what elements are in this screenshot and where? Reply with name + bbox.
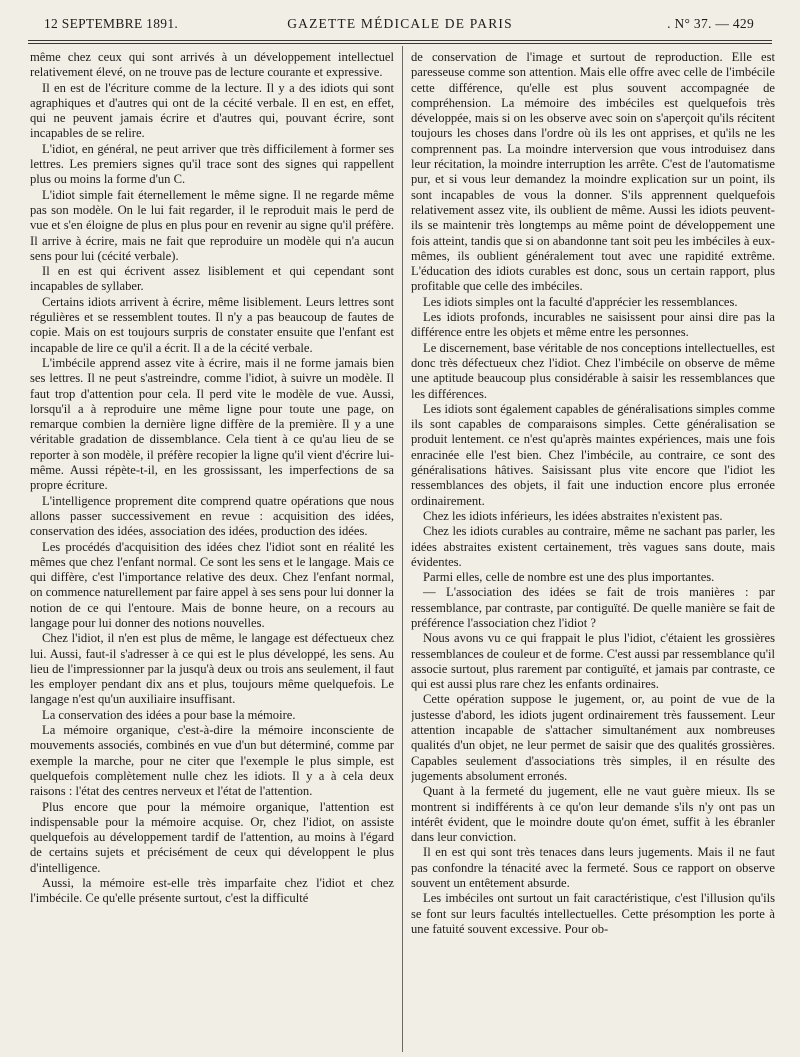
paragraph: Plus encore que pour la mémoire organique, l'attention est indispensable pour la mémoire acquise. Or, chez l'idiot, on assiste quelquefois au développement tardif de l'attention, au moins à l'égard de certains sujets et précisément de ceux qui développent le plus d'intelligence. xyxy=(30,799,394,875)
column-divider xyxy=(402,46,403,1052)
paragraph: Les idiots sont également capables de généralisations simples comme ils sont capables de comparaisons simples. Cette généralisation se produit lentement. ce n'est qu'après maintes expériences, mais une fois enracinée elle l'est bien. Chez l'imbécile, au contraire, ce sont des généralisations hâtives. Saisissant plus vite encore que l'idiot les ressemblances des objets, il fait une induction encore plus erronée ordinairement. xyxy=(411,401,775,508)
paragraph: Quant à la fermeté du jugement, elle ne vaut guère mieux. Ils se montrent si indifférents à ce qu'on leur demande s'ils n'y ont pas un intérêt évident, que le moindre doute qu'on émet, suffit à les ébranler dans leur conviction. xyxy=(411,784,775,845)
paragraph: Chez l'idiot, il n'en est plus de même, le langage est défectueux chez lui. Aussi, faut-il s'adresser à ce qui est le plus développé, les sens. Au lieu de l'impressionner par la jusqu'à deux ou trois ans seulement, il faut les employer pendant dix ans et plus, toujours même quelquefois. Le langage n'est qu'un auxiliaire insuffisant. xyxy=(30,631,394,707)
header-rule xyxy=(28,40,772,41)
paragraph: L'intelligence proprement dite comprend quatre opérations que nous allons passer successivement en revue : acquisition des idées, conservation des idées, association des idées, production des idées. xyxy=(30,493,394,539)
paragraph: Aussi, la mémoire est-elle très imparfaite chez l'idiot et chez l'imbécile. Ce qu'elle présente surtout, c'est la difficulté xyxy=(30,876,394,906)
right-column xyxy=(411,50,775,1052)
left-column xyxy=(30,50,394,1052)
journal-title: GAZETTE MÉDICALE DE PARIS xyxy=(287,16,513,31)
paragraph: La conservation des idées a pour base la mémoire. xyxy=(42,707,296,722)
paragraph: Les idiots profonds, incurables ne saisissent pour ainsi dire pas la différence entre les objets et même entre les personnes. xyxy=(411,310,775,340)
paragraph: Chez les idiots inférieurs, les idées abstraites n'existent pas. xyxy=(423,508,723,523)
paragraph: L'idiot simple fait éternellement le même signe. Il ne regarde même pas son modèle. On le lui fait regarder, il le reproduit mais le perd de vue et s'en éloigne de plus en plus pour en revenir au signe qu'il préfère. Il arrive à écrire, mais ne fait que reproduire un modèle qui n'a aucun sens pour lui (cécité verbale). xyxy=(30,187,394,263)
header-date: 12 SEPTEMBRE 1891. xyxy=(44,16,179,31)
paragraph: même chez ceux qui sont arrivés à un développement intellectuel relativement élevé, on ne trouve pas de lecture courante et expressive. xyxy=(30,50,394,80)
paragraph: Les procédés d'acquisition des idées chez l'idiot sont en réalité les mêmes que chez l'enfant normal. Ce sont les sens et le langage. Mais ce qui diffère, c'est l'importance relative des deux. Chez l'enfant normal, on commence naturellement par faire appel à ses sens pour lui donner la notion de ce qui l'entoure. Mais de bonne heure, on a recours au langage pour lui donner des notions nouvelles. xyxy=(30,539,394,630)
header-rule-secondary xyxy=(28,43,772,44)
paragraph: Cette opération suppose le jugement, or, au point de vue de la justesse d'abord, les idiots jugent ordinairement très faussement. Leur attention incapable de s'attacher simultanément aux nombreuses qualités d'un objet, ne leur permet de saisir que des qualités grossières. Capables seulement d'associations très simples, il en résulte des jugements absolument erronés. xyxy=(411,692,775,783)
paragraph: Certains idiots arrivent à écrire, même lisiblement. Leurs lettres sont régulières et se ressemblent toutes. Il n'y a pas beaucoup de fautes de copie. Mais on est toujours surpris de constater ensuite que l'enfant est incapable de lire ce qu'il a écrit. Il a de la cécité verbale. xyxy=(30,294,394,355)
paragraph: L'imbécile apprend assez vite à écrire, mais il ne forme jamais bien ses lettres. Il ne peut s'astreindre, comme l'idiot, à suivre un modèle. Il faut trop d'attention pour cela. Il perd vite le modèle de vue. Aussi, lorsqu'il a à reproduire une même ligne pour toute une page, on remarque combien la dernière ligne diffère de la première. Il y a une véritable gradation de dissemblance. Cela tient à ce qu'au lieu de se reporter à son modèle, il préfère recopier la ligne qu'il vient d'écrire lui-même. Aussi répète-t-il, en les grossissant, les imperfections de sa propre écriture. xyxy=(30,355,394,493)
paragraph: L'idiot, en général, ne peut arriver que très difficilement à former ses lettres. Les premiers signes qu'il trace sont des signes qui rappellent plus ou moins la forme d'un C. xyxy=(30,141,394,187)
paragraph: Il en est de l'écriture comme de la lecture. Il y a des idiots qui sont agraphiques et d'autres qui ont de la cécité verbale. Il en est, en effet, qui ne peuvent jamais écrire et d'autres qui, pouvant écrire, sont incapables de se relire. xyxy=(30,80,394,141)
issue-page-number: . N° 37. — 429 xyxy=(667,16,754,31)
paragraph: Chez les idiots curables au contraire, même ne sachant pas parler, les idées abstraites existent certainement, très vagues sans doute, mais évidentes. xyxy=(411,524,775,569)
paragraph: Les imbéciles ont surtout un fait caractéristique, c'est l'illusion qu'ils se font sur leurs facultés intellectuelles. Cette présomption les porte à une fatuité souvent excessive. Pour ob- xyxy=(411,891,775,936)
paragraph: — L'association des idées se fait de trois manières : par ressemblance, par contraste, par contiguïté. De quelle manière se fait de préférence l'association chez l'idiot ? xyxy=(411,585,775,630)
paragraph: Il en est qui écrivent assez lisiblement et qui cependant sont incapables de syllaber. xyxy=(30,264,394,294)
paragraph: Le discernement, base véritable de nos conceptions intellectuelles, est donc très défectueux chez l'idiot. Chez l'imbécile on observe de même une aptitude beaucoup plus considérable à saisir les ressemblances que les différences. xyxy=(411,340,775,401)
page-header xyxy=(40,12,760,38)
paragraph: Les idiots simples ont la faculté d'apprécier les ressemblances. xyxy=(423,294,738,309)
paragraph: Il en est qui sont très tenaces dans leurs jugements. Mais il ne faut pas confondre la ténacité avec la fermeté. Sous ce rapport on observe souvent un entêtement absurde. xyxy=(411,845,775,891)
paragraph: La mémoire organique, c'est-à-dire la mémoire inconsciente de mouvements associés, combinés en vue d'un but déterminé, comme par exemple la marche, pour ne citer que l'exemple le plus simple, est quelquefois complètement nulle chez les idiots. Il y a à cela deux raisons : l'état des centres nerveux et l'état de l'attention. xyxy=(30,723,394,799)
paragraph: Parmi elles, celle de nombre est une des plus importantes. xyxy=(423,570,715,585)
paragraph: de conservation de l'image et surtout de reproduction. Elle est paresseuse comme son attention. Mais elle offre avec celle de l'imbécile cette différence, qu'elle est plus souvent accompagnée de compréhension. La mémoire des imbéciles est quelquefois très développée, mais si on les observe avec soin on s'aperçoit qu'ils récitent toujours les choses dans l'ordre où ils les ont apprises, et qu'ils ne les comprennent pas. La moindre interversion que vous introduisez dans leur récitation, la moindre interruption les arrête. C'est de l'automatisme pur, et si vous leur demandez la moindre explication sur un point, ils sont incapables de vous la donner. S'ils apprennent quelquefois relativement assez vite, ils oublient de même. Aussi les idiots peuvent-ils se maintenir très longtemps au même point de développement une fois atteint, tandis que si on abandonne tant soit peu les imbéciles à eux-mêmes, ils oublient généralement tout avec une rapidité extrême. L'éducation des idiots curables est donc, sous un certain rapport, plus profitable que celle des imbéciles. xyxy=(411,50,775,294)
paragraph: Nous avons vu ce qui frappait le plus l'idiot, c'étaient les grossières ressemblances de couleur et de forme. C'est aussi par ressemblance qu'il associe surtout, plus rarement par contiguïté, et jamais par contraste, ce qui est aussi plus rare chez les enfants ordinaires. xyxy=(411,631,775,692)
